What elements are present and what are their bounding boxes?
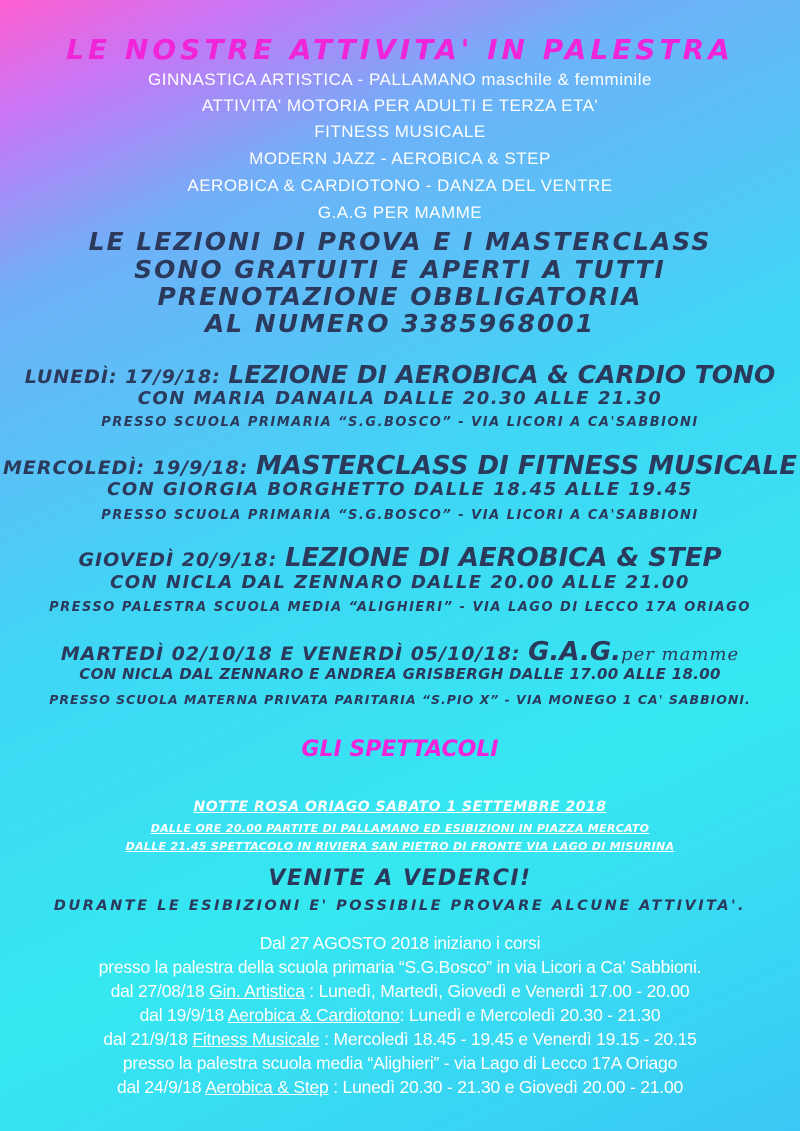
course-1-date: dal 27/08/18	[110, 981, 210, 1001]
course-1-name: Gin. Artistica	[209, 981, 305, 1001]
event-title: NOTTE ROSA ORIAGO SABATO 1 SETTEMBRE 2018	[193, 799, 607, 815]
lesson-1-teacher: CON MARIA DANAILA DALLE 20.30 ALLE 21.30	[137, 388, 663, 409]
course-2-name: Aerobica & Cardiotono	[227, 1005, 400, 1025]
lesson-3-teacher: CON NICLA DAL ZENNARO DALLE 20.00 ALLE 21.00	[110, 572, 690, 593]
activity-line: FITNESS MUSICALE	[314, 122, 486, 141]
page-title: LE NOSTRE ATTIVITA' IN PALESTRA	[66, 33, 734, 66]
activity-line: ATTIVITA' MOTORIA PER ADULTI E TERZA ETA'	[201, 96, 599, 115]
lesson-4-header	[0, 637, 800, 667]
shows-title: GLI SPETTACOLI	[301, 737, 499, 762]
venite-heading: VENITE A VEDERCI!	[268, 866, 532, 891]
activity-line: AEROBICA & CARDIOTONO - DANZA DEL VENTRE	[187, 176, 613, 195]
lesson-2-name: MASTERCLASS DI FITNESS MUSICALE	[255, 451, 798, 481]
notice-line: PRENOTAZIONE OBBLIGATORIA	[157, 282, 643, 311]
activity-line: GINNASTICA ARTISTICA - PALLAMANO maschile & femminile	[148, 70, 652, 89]
lesson-1-header	[0, 360, 800, 389]
lesson-3-name: LEZIONE DI AEROBICA & STEP	[284, 543, 722, 573]
lesson-2-day: MERCOLEDÌ: 19/9/18:	[2, 457, 249, 479]
lesson-1-day: LUNEDÌ: 17/9/18:	[24, 366, 221, 388]
activity-line: MODERN JAZZ - AEROBICA & STEP	[249, 149, 551, 168]
course-line	[0, 981, 800, 1002]
course-3-date: dal 21/9/18	[103, 1029, 193, 1049]
lesson-2-header	[0, 451, 800, 481]
lesson-3-place: PRESSO PALESTRA SCUOLA MEDIA “ALIGHIERI” - VIA LAGO DI LECCO 17A ORIAGO	[49, 600, 751, 615]
course-line	[0, 1005, 800, 1026]
activity-line: G.A.G PER MAMME	[317, 203, 483, 222]
durante-text: DURANTE LE ESIBIZIONI E' POSSIBILE PROVARE ALCUNE ATTIVITA'.	[53, 898, 747, 914]
lesson-1-name: LEZIONE DI AEROBICA & CARDIO TONO	[228, 360, 776, 389]
lesson-4-place: PRESSO SCUOLA MATERNA PRIVATA PARITARIA “S.PIO X” - VIA MONEGO 1 CA' SABBIONI.	[49, 692, 751, 707]
lesson-4-name: G.A.G.	[528, 637, 622, 667]
notice-line: SONO GRATUITI E APERTI A TUTTI	[134, 255, 666, 284]
courses-intro: Dal 27 AGOSTO 2018 iniziano i corsi	[259, 933, 541, 953]
course-line	[0, 1029, 800, 1050]
phone-number-line: AL NUMERO 3385968001	[204, 309, 596, 338]
course-3-name: Fitness Musicale	[192, 1029, 320, 1049]
course-3-schedule: : Mercoledì 18.45 - 19.45 e Venerdì 19.15 - 20.15	[319, 1029, 697, 1049]
lesson-2-teacher: CON GIORGIA BORGHETTO DALLE 18.45 ALLE 19.45	[107, 479, 693, 500]
courses-place-2: presso la palestra scuola media “Alighieri” - via Lago di Lecco 17A Oriago	[122, 1053, 678, 1073]
notice-line: LE LEZIONI DI PROVA E I MASTERCLASS	[88, 227, 712, 256]
event-line: DALLE 21.45 SPETTACOLO IN RIVIERA SAN PIETRO DI FRONTE VIA LAGO DI MISURINA	[125, 840, 675, 853]
lesson-2-place: PRESSO SCUOLA PRIMARIA “S.G.BOSCO” - VIA LICORI A CA'SABBIONI	[101, 508, 699, 523]
course-line	[0, 1077, 800, 1098]
course-4-name: Aerobica & Step	[205, 1077, 329, 1097]
courses-place-1: presso la palestra della scuola primaria “S.G.Bosco” in via Licori a Ca' Sabbioni.	[98, 957, 702, 977]
lesson-3-day: GIOVEDÌ 20/9/18:	[78, 549, 278, 571]
course-4-date: dal 24/9/18	[116, 1077, 206, 1097]
lesson-4-name-suffix: per mamme	[621, 644, 740, 665]
lesson-4-teacher: CON NICLA DAL ZENNARO E ANDREA GRISBERGH DALLE 17.00 ALLE 18.00	[79, 665, 721, 683]
course-2-schedule: : Lunedì e Mercoledì 20.30 - 21.30	[399, 1005, 661, 1025]
course-2-date: dal 19/9/18	[139, 1005, 228, 1025]
lesson-1-place: PRESSO SCUOLA PRIMARIA “S.G.BOSCO” - VIA LICORI A CA'SABBIONI	[101, 415, 699, 430]
course-1-schedule: : Lunedì, Martedì, Giovedì e Venerdì 17.00 - 20.00	[304, 981, 690, 1001]
lesson-4-day: MARTEDÌ 02/10/18 E VENERDÌ 05/10/18:	[60, 643, 521, 665]
lesson-3-header	[0, 543, 800, 573]
course-4-schedule: : Lunedì 20.30 - 21.30 e Giovedì 20.00 - 21.00	[328, 1077, 684, 1097]
event-line: DALLE ORE 20.00 PARTITE DI PALLAMANO ED ESIBIZIONI IN PIAZZA MERCATO	[150, 822, 650, 835]
